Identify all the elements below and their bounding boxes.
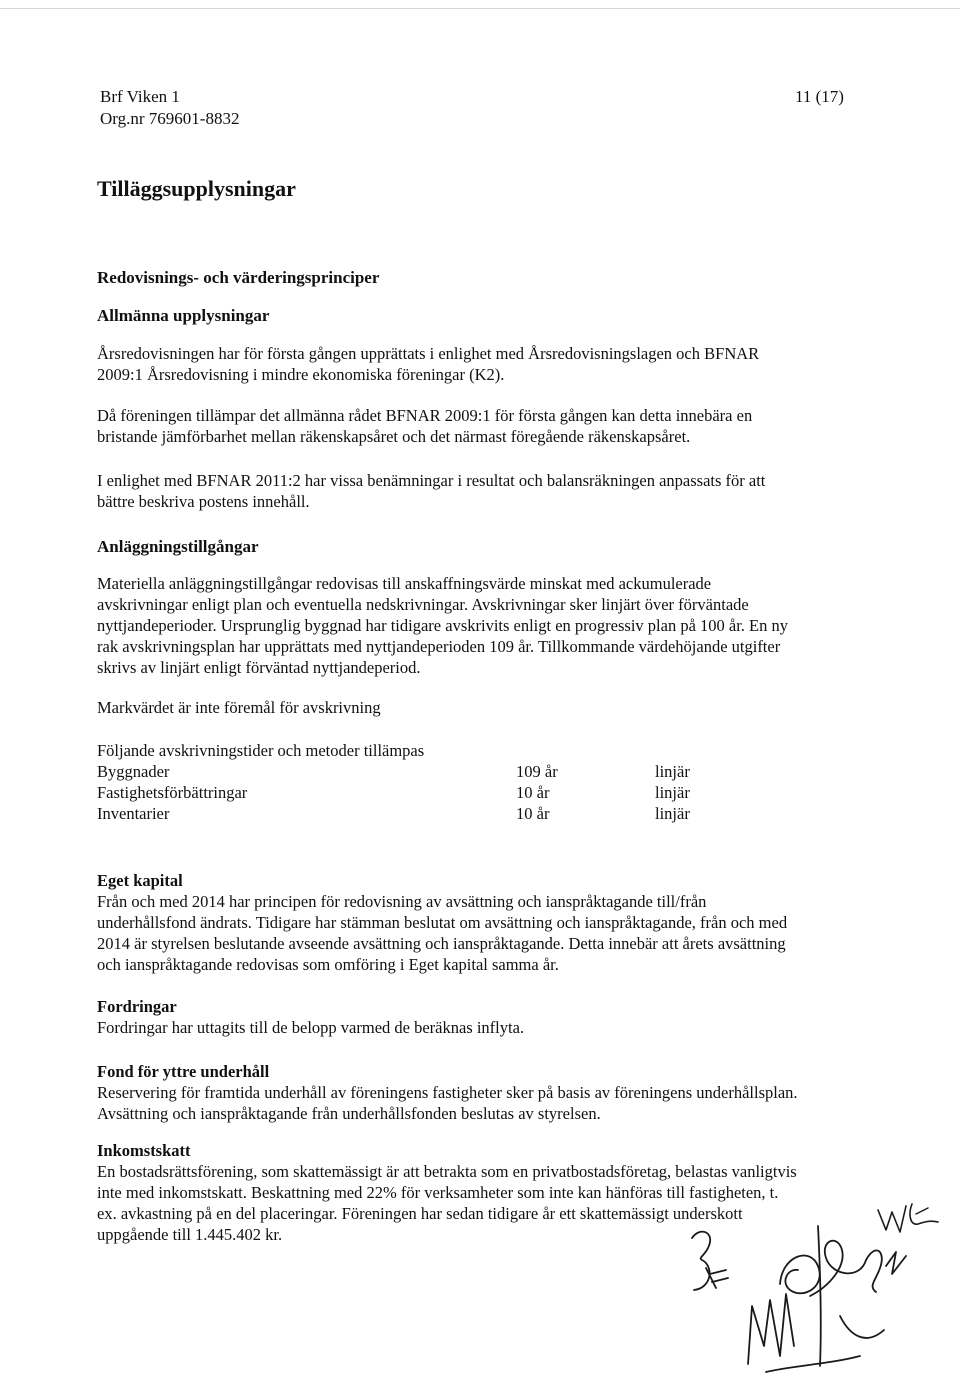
text-line: och ianspråktagande redovisas som omföring i Eget kapital samma år. (97, 955, 559, 974)
page-number: 11 (17) (795, 87, 844, 106)
section-equity (97, 870, 857, 975)
text-line: underhållsfond ändrats. Tidigare har stämman beslutat om avsättning och ianspråktagande, från och med (97, 913, 788, 932)
market-value-note: Markvärdet är inte föremål för avskrivning (97, 698, 381, 717)
paragraph-comparability (97, 405, 857, 447)
page-title: Tilläggsupplysningar (97, 176, 296, 201)
paragraph-k2 (97, 343, 857, 385)
text-line: 2009:1 Årsredovisning i mindre ekonomiska föreningar (K2). (97, 365, 505, 384)
org-name: Brf Viken 1 (100, 87, 180, 106)
depreciation-method: linjär (655, 762, 690, 781)
text-line: avskrivningar enligt plan och eventuella nedskrivningar. Avskrivningar sker linjärt över förväntade (97, 595, 749, 614)
maintenance-fund-heading: Fond för yttre underhåll (97, 1062, 270, 1081)
text-line: Då föreningen tillämpar det allmänna rådet BFNAR 2009:1 för första gången kan detta innebära en (97, 406, 753, 425)
text-line: uppgående till 1.445.402 kr. (97, 1225, 283, 1244)
text-line: Årsredovisningen har för första gången upprättats i enlighet med Årsredovisningslagen och BFNAR (97, 344, 760, 363)
general-info-heading: Allmänna upplysningar (97, 306, 270, 325)
depreciation-row (97, 762, 717, 783)
text-line: Avsättning och ianspråktagande från underhållsfonden beslutas av styrelsen. (97, 1104, 601, 1123)
scan-edge-line (0, 8, 960, 9)
section-maintenance-fund (97, 1061, 857, 1124)
income-tax-heading: Inkomstskatt (97, 1141, 191, 1160)
handwritten-signatures (670, 1196, 930, 1377)
text-line: ex. avkastning på en del placeringar. Föreningen har sedan tidigare år ett skattemässigt underskott (97, 1204, 743, 1223)
paragraph-fixed-assets (97, 573, 857, 678)
principles-heading: Redovisnings- och värderingsprinciper (97, 268, 380, 287)
depreciation-method: linjär (655, 783, 690, 802)
text-line: En bostadsrättsförening, som skattemässigt är att betrakta som en privatbostadsföretag, belastas vanligtvis (97, 1162, 797, 1181)
depreciation-period: 10 år (516, 804, 550, 823)
depreciation-row (97, 804, 717, 825)
text-line: bättre beskriva postens innehåll. (97, 492, 310, 511)
text-line: 2014 är styrelsen beslutande avseende avsättning och ianspråktagande. Detta innebär att årets avsättning (97, 934, 786, 953)
depreciation-period: 109 år (516, 762, 558, 781)
paragraph-bfnar-2011 (97, 470, 857, 512)
depreciation-item: Inventarier (97, 804, 170, 823)
receivables-heading: Fordringar (97, 997, 177, 1016)
text-line: Materiella anläggningstillgångar redovisas till anskaffningsvärde minskat med ackumulerade (97, 574, 712, 593)
depreciation-item: Byggnader (97, 762, 170, 781)
org-number: Org.nr 769601-8832 (100, 109, 240, 128)
depreciation-row (97, 783, 717, 804)
text-line: Reservering för framtida underhåll av föreningens fastigheter sker på basis av föreningens underhållsplan. (97, 1083, 798, 1102)
depreciation-intro: Följande avskrivningstider och metoder tillämpas (97, 741, 425, 760)
text-line: Fordringar har uttagits till de belopp varmed de beräknas inflyta. (97, 1018, 525, 1037)
depreciation-item: Fastighetsförbättringar (97, 783, 248, 802)
text-line: bristande jämförbarhet mellan räkenskapsåret och det närmast föregående räkenskapsåret. (97, 427, 691, 446)
depreciation-method: linjär (655, 804, 690, 823)
text-line: skrivs av linjärt enligt förväntad nyttjandeperiod. (97, 658, 421, 677)
equity-heading: Eget kapital (97, 871, 183, 890)
text-line: inte med inkomstskatt. Beskattning med 22% för verksamheter som inte kan hänföras till fastigheten, t. (97, 1183, 779, 1202)
text-line: I enlighet med BFNAR 2011:2 har vissa benämningar i resultat och balansräkningen anpassats för att (97, 471, 766, 490)
text-line: nyttjandeperioder. Ursprunglig byggnad har tidigare avskrivits enligt en progressiv plan på 100 år. En ny (97, 616, 789, 635)
depreciation-period: 10 år (516, 783, 550, 802)
fixed-assets-heading: Anläggningstillgångar (97, 537, 259, 556)
section-receivables (97, 996, 857, 1038)
text-line: rak avskrivningsplan har upprättats med nyttjandeperioden 109 år. Tillkommande värdehöjande utgifter (97, 637, 781, 656)
text-line: Från och med 2014 har principen för redovisning av avsättning och ianspråktagande till/från (97, 892, 707, 911)
